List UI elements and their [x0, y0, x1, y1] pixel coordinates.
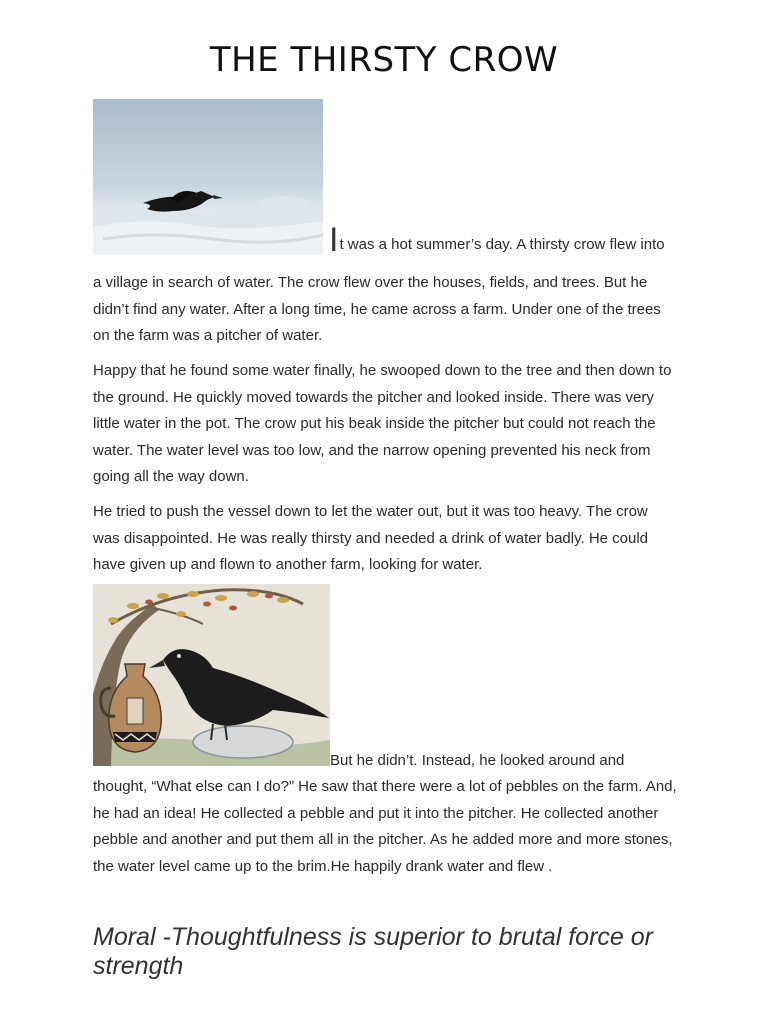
paragraph-4-first-line: But he didn’t. Instead, he looked around and	[330, 752, 625, 769]
paragraph-1-first-line-text: t was a hot summer’s day. A thirsty crow flew into	[339, 236, 665, 253]
paragraph-1-first-line	[329, 221, 679, 259]
paragraph-4: thought, “What else can I do?” He saw that there were a lot of pebbles on the farm. And, he had an idea! He collected a pebble and put it into the pitcher. He collected another pebble and another and put them all in the pitcher. As he added more and more stones, the water level came up to the brim.He happily drank water and flew .	[93, 778, 677, 875]
page-title: THE THIRSTY CROW	[209, 40, 559, 80]
paragraph-2: Happy that he found some water finally, he swooped down to the tree and then down to the ground. He quickly moved towards the pitcher and looked inside. There was very little water in the pot. The crow put his beak inside the pitcher but could not reach the water. The water level was too low, and the narrow opening prevented his neck from going all the way down.	[93, 362, 672, 485]
drop-cap: I	[329, 221, 339, 259]
paragraph-1: a village in search of water. The crow flew over the houses, fields, and trees. But he didn’t find any water. After a long time, he came across a farm. Under one of the trees on the farm was a pitcher of water.	[93, 274, 661, 344]
crow-pitcher-image	[93, 584, 330, 766]
flying-crow-image	[93, 99, 323, 255]
crow-and-pitcher-illustration	[93, 584, 330, 766]
paragraph-3: He tried to push the vessel down to let the water out, but it was too heavy. The crow was disappointed. He was really thirsty and needed a drink of water badly. He could have given up and flown to another farm, looking for water.	[93, 503, 649, 573]
flying-crow-photo	[93, 99, 323, 255]
moral-heading: Moral -Thoughtfulness is superior to brutal force or strength	[93, 923, 653, 980]
